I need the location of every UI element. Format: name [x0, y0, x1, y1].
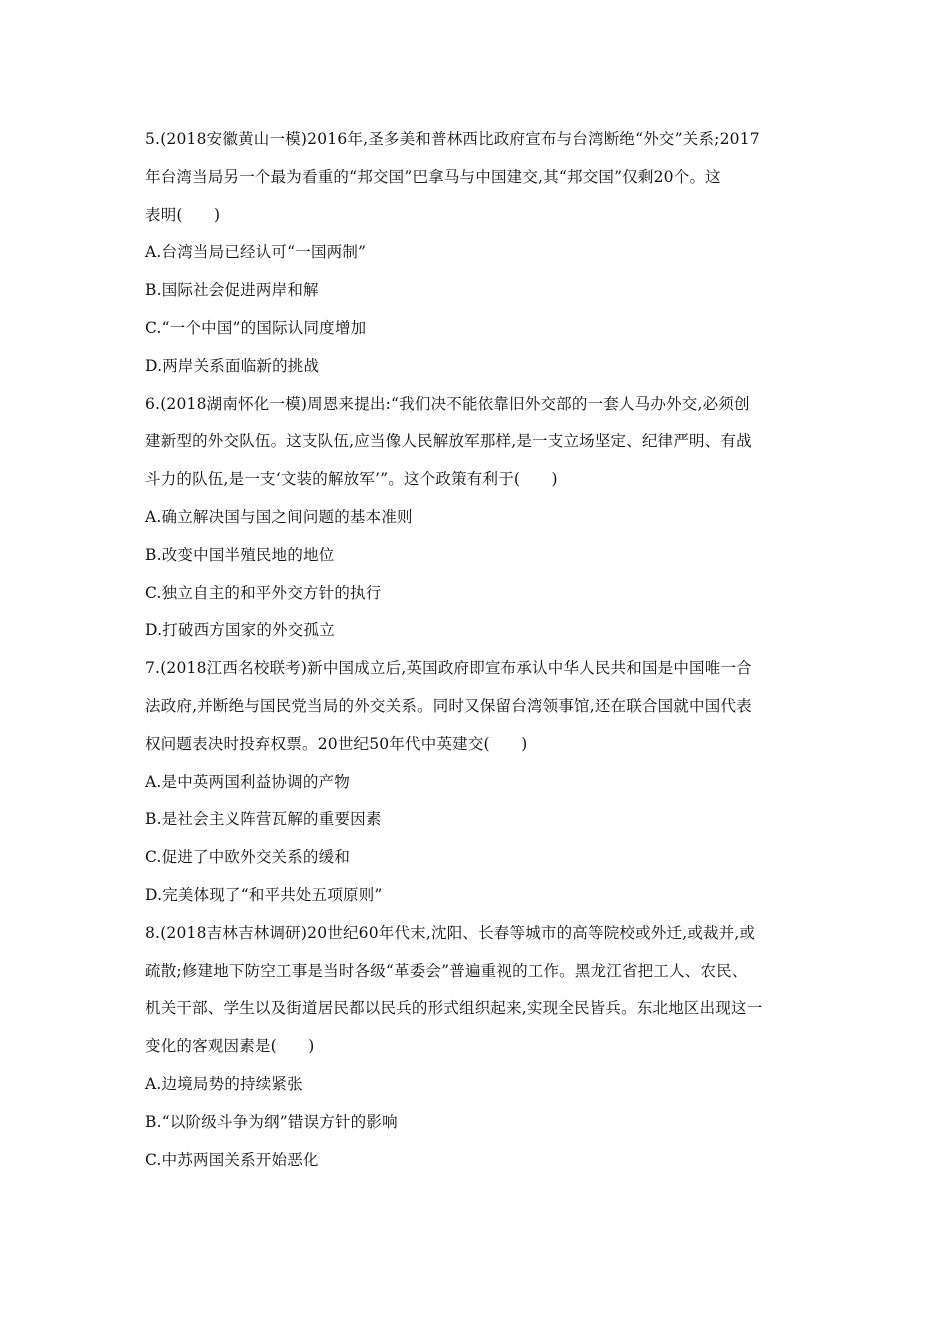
- question-stem-line: 7.(2018江西名校联考)新中国成立后,英国政府即宣布承认中华人民共和国是中国唯一合: [145, 659, 752, 678]
- question-stem-line: 5.(2018安徽黄山一模)2016年,圣多美和普林西比政府宣布与台湾断绝“外交”关系;2017: [145, 130, 760, 148]
- option-b: B.“以阶级斗争为纲”错误方针的影响: [145, 1112, 398, 1131]
- question-stem-line: 法政府,并断绝与国民党当局的外交关系。同时又保留台湾领事馆,还在联合国就中国代表: [145, 696, 752, 715]
- option-c: C.促进了中欧外交关系的缓和: [145, 848, 351, 867]
- question-stem-line: 机关干部、学生以及街道居民都以民兵的形式组织起来,实现全民皆兵。东北地区出现这一: [145, 999, 763, 1018]
- option-d: D.打破西方国家的外交孤立: [145, 621, 335, 640]
- option-b: B.改变中国半殖民地的地位: [145, 545, 335, 564]
- option-c: C.独立自主的和平外交方针的执行: [145, 583, 382, 602]
- question-6: [145, 386, 810, 651]
- question-list: [145, 121, 810, 1179]
- question-stem-line: 表明( ): [145, 205, 221, 224]
- option-c: C.中苏两国关系开始恶化: [145, 1150, 319, 1169]
- option-b: B.是社会主义阵营瓦解的重要因素: [145, 810, 382, 829]
- question-stem-line: 变化的客观因素是( ): [145, 1037, 315, 1056]
- question-5: [145, 121, 810, 386]
- question-stem-line: 6.(2018湖南怀化一模)周恩来提出:“我们决不能依靠旧外交部的一套人马办外交,必须创: [145, 394, 750, 413]
- option-a: A.确立解决国与国之间问题的基本准则: [145, 507, 413, 526]
- question-stem-line: 建新型的外交队伍。这支队伍,应当像人民解放军那样,是一支立场坚定、纪律严明、有战: [145, 432, 752, 451]
- option-a: A.台湾当局已经认可“一国两制”: [145, 243, 367, 262]
- question-stem-line: 权问题表决时投弃权票。20世纪50年代中英建交( ): [145, 734, 528, 753]
- question-stem-line: 8.(2018吉林吉林调研)20世纪60年代末,沈阳、长春等城市的高等院校或外迁,或裁并,或: [145, 923, 756, 942]
- option-b: B.国际社会促进两岸和解: [145, 281, 319, 300]
- option-c: C.“一个中国”的国际认同度增加: [145, 318, 367, 337]
- question-stem-line: 疏散;修建地下防空工事是当时各级“革委会”普遍重视的工作。黑龙江省把工人、农民、: [145, 961, 748, 980]
- option-a: A.边境局势的持续紧张: [145, 1074, 303, 1093]
- option-d: D.完美体现了“和平共处五项原则”: [145, 885, 383, 904]
- option-a: A.是中英两国利益协调的产物: [145, 772, 350, 791]
- question-stem-line: 斗力的队伍,是一支‘文装的解放军’”。这个政策有利于( ): [145, 470, 558, 489]
- question-stem-line: 年台湾当局另一个最为看重的“邦交国”巴拿马与中国建交,其“邦交国”仅剩20个。这: [145, 167, 721, 186]
- option-d: D.两岸关系面临新的挑战: [145, 356, 320, 375]
- question-8: [145, 915, 810, 1180]
- question-7: [145, 650, 810, 915]
